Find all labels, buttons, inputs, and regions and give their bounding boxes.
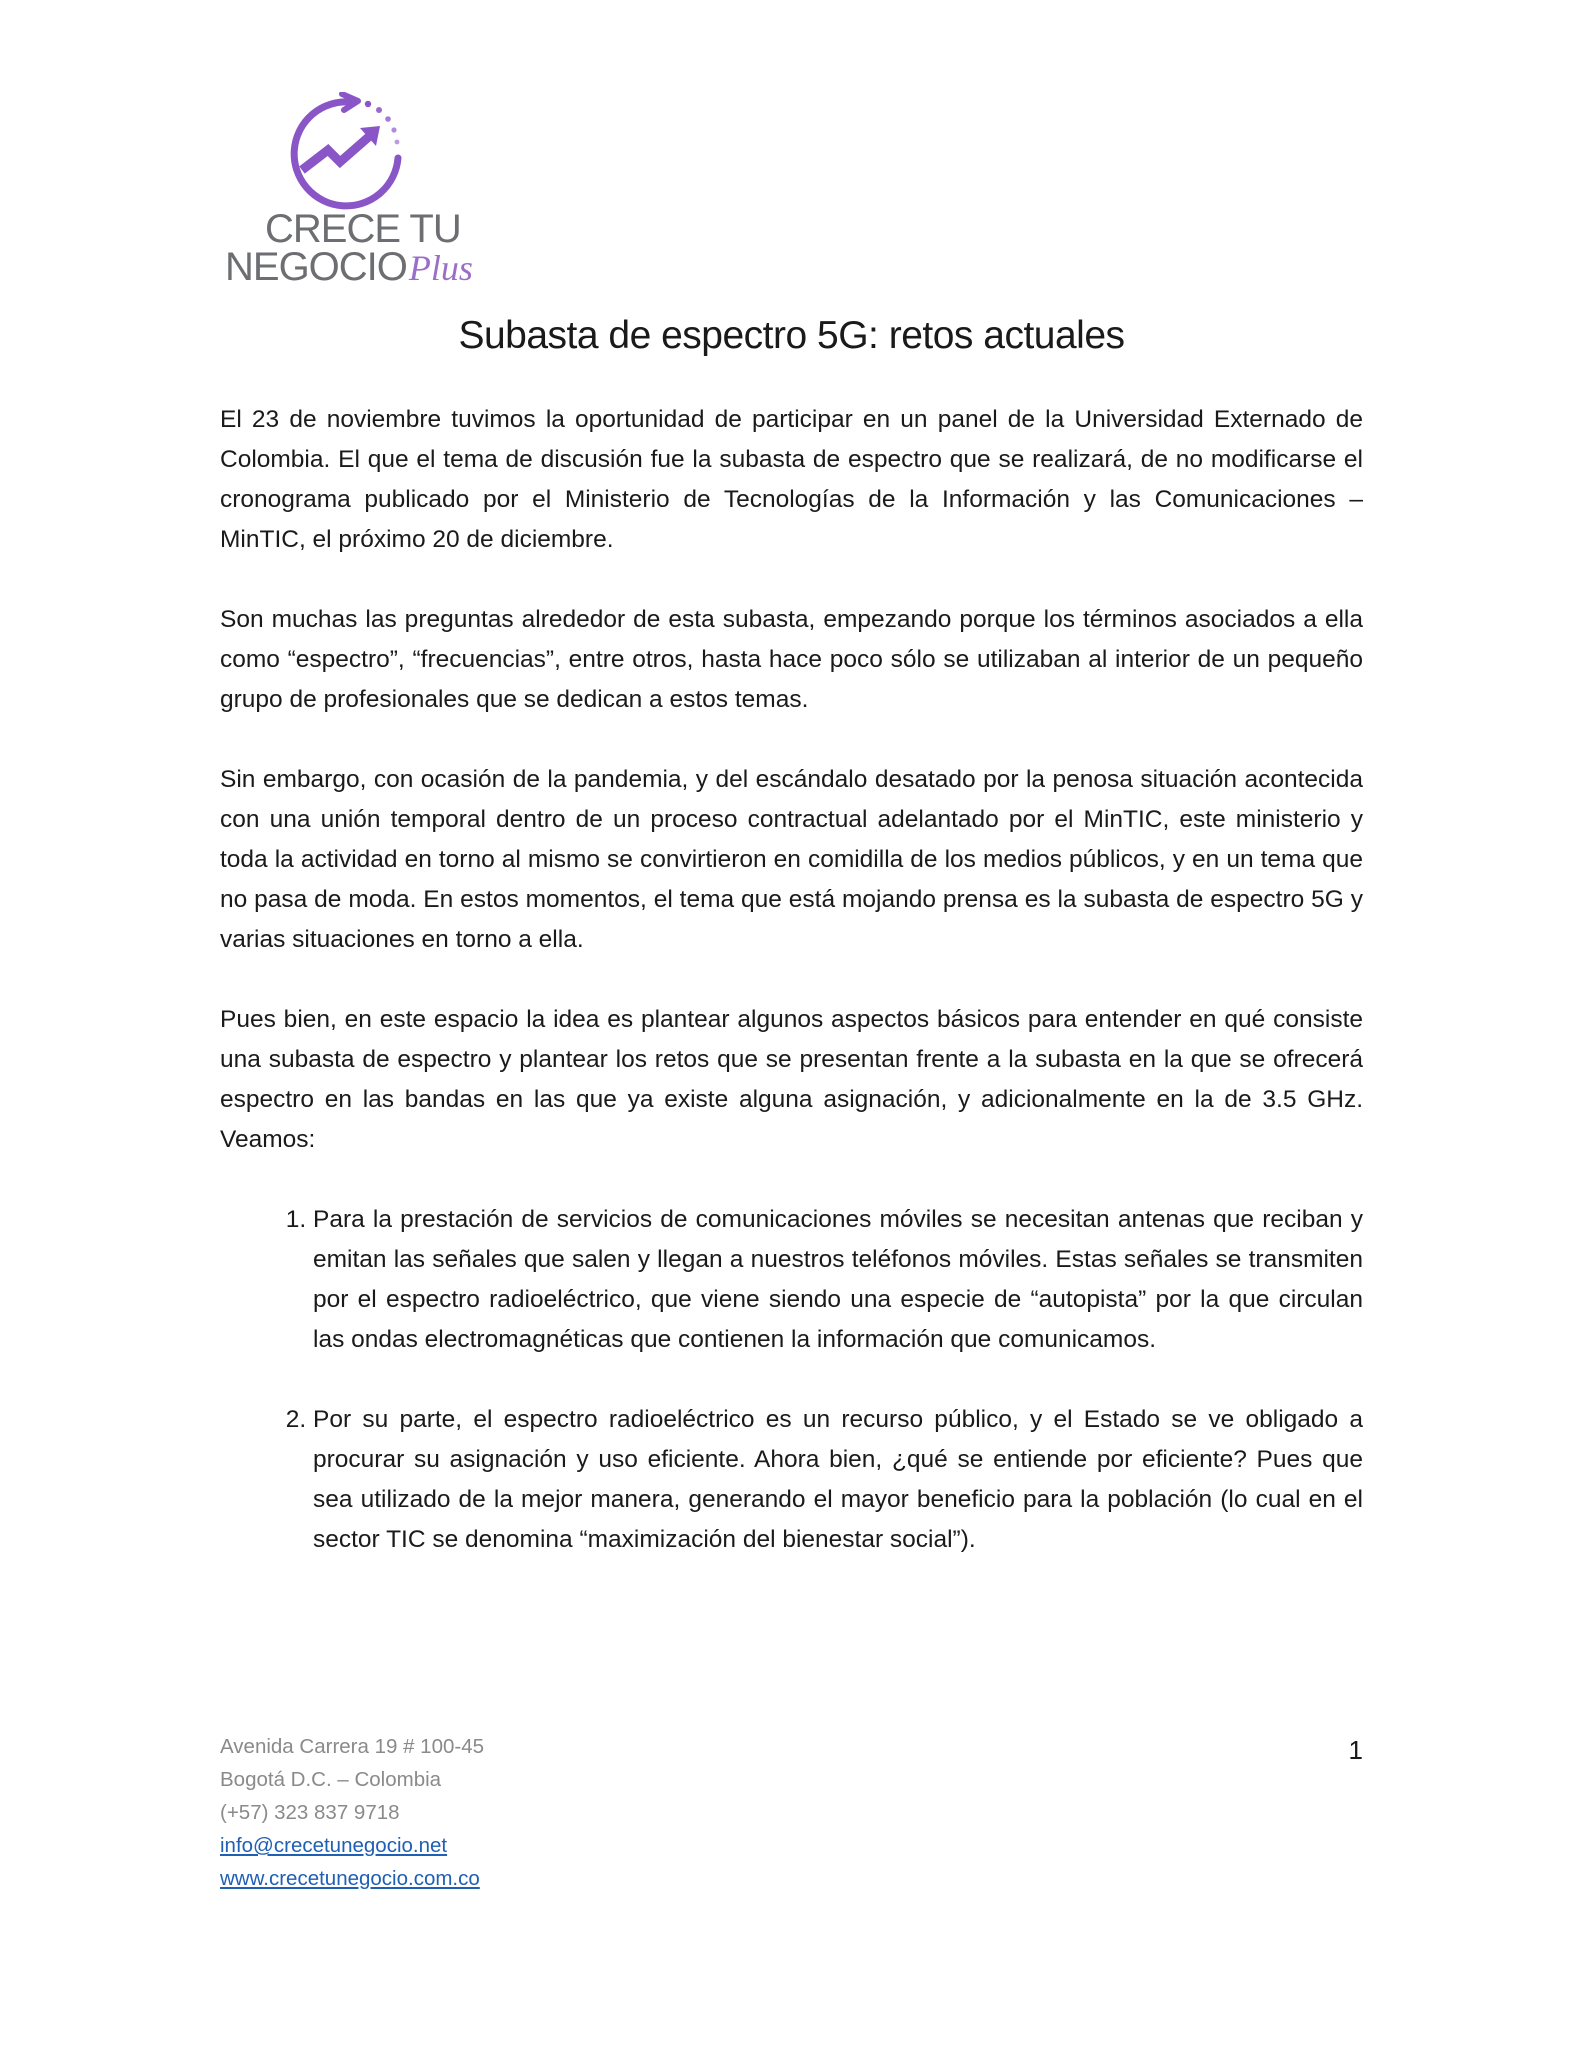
footer-address: Avenida Carrera 19 # 100-45: [220, 1735, 485, 1758]
list-item: 1. Para la prestación de servicios de comunicaciones móviles se necesitan antenas que reciban y emitan las señales que salen y llegan a nuestros teléfonos móviles. Estas señales se transmiten por el espectro radioeléctrico, que viene siendo una especie de “autopista” por la que circulan las ondas electromagnéticas que contienen la información que comunicamos.: [313, 1200, 1363, 1360]
logo-plus: Plus: [408, 248, 473, 288]
logo-line-2: [225, 245, 473, 289]
growth-arrow-circle-icon: [280, 92, 410, 212]
logo-wordmark: [225, 207, 473, 289]
document-body: [220, 400, 1363, 1600]
footer-email-link[interactable]: info@crecetunegocio.net: [220, 1834, 448, 1857]
paragraph-3: Sin embargo, con ocasión de la pandemia, y del escándalo desatado por la penosa situación acontecida con una unión temporal dentro de un proceso contractual adelantado por el MinTIC, este ministerio y toda la actividad en torno al mismo se convirtieron en comidilla de los medios públicos, y en un tema que no pasa de moda. En estos momentos, el tema que está mojando prensa es la subasta de espectro 5G y varias situaciones en torno a ella.: [220, 766, 1363, 953]
logo-line-1: CRECE TU: [265, 207, 461, 251]
page-footer: [220, 1730, 484, 1895]
footer-phone: (+57) 323 837 9718: [220, 1801, 400, 1824]
numbered-list: [220, 1200, 1363, 1560]
page-number: 1: [1348, 1735, 1363, 1765]
footer-website-link[interactable]: www.crecetunegocio.com.co: [220, 1867, 480, 1890]
logo-line-2-text: NEGOCIO: [225, 245, 407, 289]
page-title: Subasta de espectro 5G: retos actuales: [458, 314, 1125, 357]
list-item: 2. Por su parte, el espectro radioeléctrico es un recurso público, y el Estado se ve obligado a procurar su asignación y uso eficiente. Ahora bien, ¿qué se entiende por eficiente? Pues que sea utilizado de la mejor manera, generando el mayor beneficio para la población (lo cual en el sector TIC se denomina “maximización del bienestar social”).: [313, 1400, 1363, 1560]
paragraph-2: Son muchas las preguntas alrededor de esta subasta, empezando porque los términos asociados a ella como “espectro”, “frecuencias”, entre otros, hasta hace poco sólo se utilizaban al interior de un pequeño grupo de profesionales que se dedican a estos temas.: [220, 606, 1363, 713]
paragraph-4: Pues bien, en este espacio la idea es plantear algunos aspectos básicos para entender en qué consiste una subasta de espectro y plantear los retos que se presentan frente a la subasta en la que se ofrecerá espectro en las bandas en las que ya existe alguna asignación, y adicionalmente en la de 3.5 GHz. Veamos:: [220, 1006, 1363, 1153]
footer-city: Bogotá D.C. – Colombia: [220, 1768, 442, 1791]
company-logo: [220, 92, 473, 292]
paragraph-1: El 23 de noviembre tuvimos la oportunidad de participar en un panel de la Universidad Externado de Colombia. El que el tema de discusión fue la subasta de espectro que se realizará, de no modificarse el cronograma publicado por el Ministerio de Tecnologías de la Información y las Comunicaciones – MinTIC, el próximo 20 de diciembre.: [220, 406, 1363, 553]
